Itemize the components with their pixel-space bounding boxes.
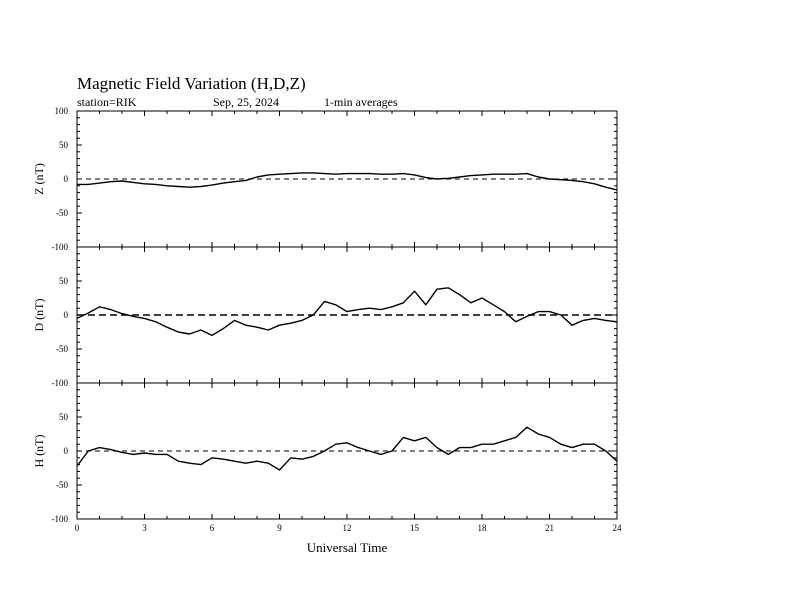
y-tick-label-h: -50 — [56, 480, 68, 490]
y-tick-label-z: 0 — [63, 174, 68, 184]
y-tick-label-h: -100 — [51, 514, 68, 524]
x-tick-label: 12 — [342, 523, 352, 533]
x-axis-label: Universal Time — [306, 540, 388, 555]
date-label: Sep, 25, 2024 — [213, 95, 279, 109]
y-axis-label-h: H (nT) — [32, 434, 46, 468]
y-tick-label-d: -100 — [51, 378, 68, 388]
y-axis-label-d: D (nT) — [32, 298, 46, 332]
y-tick-label-z: 50 — [59, 140, 68, 150]
y-tick-label-h: 0 — [63, 446, 68, 456]
series-line-z — [77, 173, 617, 190]
y-tick-label-d: -50 — [56, 344, 68, 354]
x-tick-label: 18 — [477, 523, 487, 533]
y-tick-label-z: -100 — [51, 242, 68, 252]
x-tick-label: 9 — [277, 523, 282, 533]
y-tick-label-d: 0 — [63, 310, 68, 320]
series-line-d — [77, 288, 617, 336]
series-line-h — [77, 427, 617, 470]
y-tick-label-z: 100 — [54, 106, 68, 116]
chart-title: Magnetic Field Variation (H,D,Z) — [77, 74, 306, 93]
y-axis-label-z: Z (nT) — [32, 163, 46, 195]
y-tick-label-d: 50 — [59, 276, 68, 286]
x-tick-label: 24 — [612, 523, 622, 533]
x-tick-label: 21 — [545, 523, 554, 533]
x-tick-label: 0 — [74, 523, 80, 533]
y-tick-label-z: -50 — [56, 208, 68, 218]
averaging-label: 1-min averages — [324, 95, 398, 109]
x-tick-label: 15 — [410, 523, 419, 533]
y-tick-label-h: 50 — [59, 412, 68, 422]
x-tick-label: 3 — [142, 523, 147, 533]
x-tick-label: 6 — [209, 523, 215, 533]
station-label: station=RIK — [77, 95, 137, 109]
